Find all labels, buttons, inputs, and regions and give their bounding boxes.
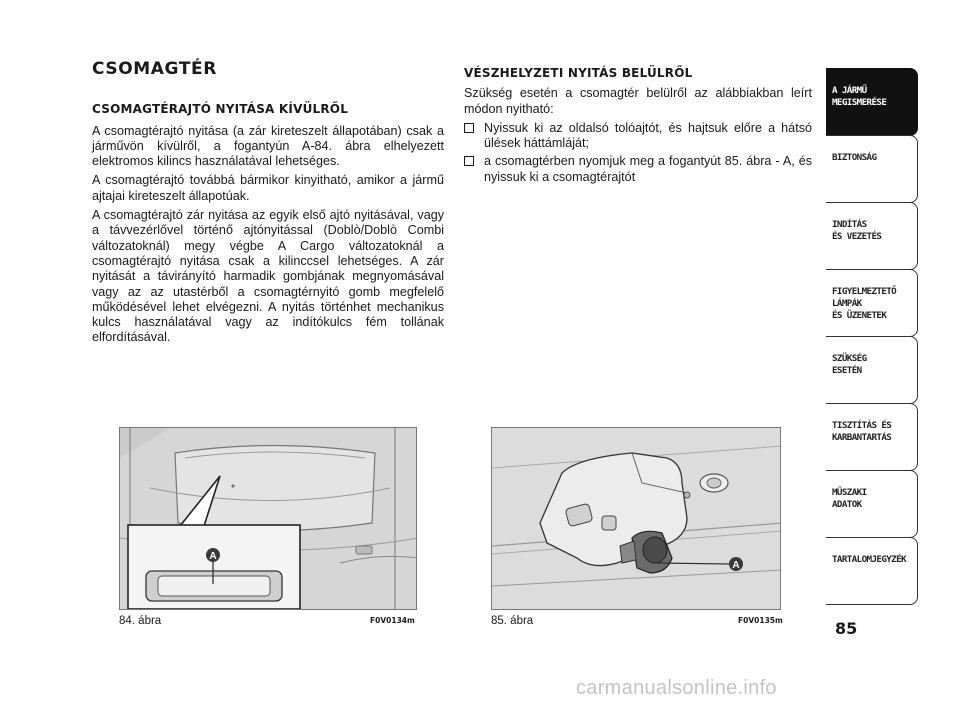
bullet-item: a csomagtérben nyomjuk meg a fogantyút 85. ábra - A, és nyissuk ki a csomagtérajtót (464, 154, 812, 185)
tab-maintenance[interactable]: TISZTÍTÁS ÉS KARBANTARTÁS (826, 403, 918, 471)
paragraph: A csomagtérajtó zár nyitása az egyik első ajtó nyitásával, vagy a távvezérlővel történő ajtónyitással (Doblò/Doblò Combi változatoknál) megy végbe A Cargo változatoknál a csomagtérajtó nyitása csak a kilinccsel lehetséges. A zár nyitását a távirányító harmadik gombjának megnyomásával vagy az az utastérből a csomagtérnyitó gomb megfelelő működésével lehet elvégezni. A nyitás történhet mechanikus kulcs használatával vagy az indítókulcs fém tollának elfordításával. (92, 208, 444, 345)
tab-emergency[interactable]: SZÜKSÉG ESETÉN (826, 336, 918, 404)
chapter-sidebar (826, 68, 918, 605)
tab-safety[interactable]: BIZTONSÁG (826, 135, 918, 203)
figure-code: F0V0135m (738, 616, 783, 625)
tailgate-illustration (120, 428, 417, 610)
figure-caption: 84. ábra (119, 615, 162, 627)
tab-starting-driving[interactable]: INDÍTÁS ÉS VEZETÉS (826, 202, 918, 270)
right-column (464, 62, 812, 188)
paragraph: A csomagtérajtó nyitása (a zár kireteszelt állapotában) csak a járművön kívülről, a fogantyún A-84. ábra elhelyezett elektromos kilincs használatával lehetséges. (92, 123, 444, 169)
figure-caption: 85. ábra (491, 615, 534, 627)
tab-technical-data[interactable]: MŰSZAKI ADATOK (826, 470, 918, 538)
watermark: carmanualsonline.info (576, 677, 777, 699)
subsection-heading: CSOMAGTÉRAJTÓ NYITÁSA KÍVÜLRŐL (92, 102, 349, 117)
lock-illustration (492, 428, 781, 610)
left-column (92, 59, 444, 350)
checkbox-bullet-icon (464, 156, 474, 166)
page-number: 85 (835, 619, 858, 638)
paragraph: A csomagtérajtó továbbá bármikor kinyitható, amikor a jármű ajtajai kireteszelt állapotúak. (92, 173, 444, 203)
callout-label: A (732, 560, 740, 571)
checkbox-bullet-icon (464, 123, 474, 133)
tab-warning-lights[interactable]: FIGYELMEZTETŐ LÁMPÁK ÉS ÜZENETEK (826, 269, 918, 337)
figure-85-inner-lock (491, 427, 781, 610)
figure-84-tailgate-handle (119, 427, 417, 610)
intro-paragraph: Szükség esetén a csomagtér belülről az alábbiakban leírt módon nyitható: (464, 86, 812, 116)
tab-index[interactable]: TARTALOMJEGYZÉK (826, 537, 918, 605)
subsection-heading: VÉSZHELYZETI NYITÁS BELÜLRŐL (464, 66, 693, 80)
figure-code: F0V0134m (370, 616, 415, 625)
section-title: CSOMAGTÉR (92, 59, 217, 79)
bullet-item: Nyissuk ki az oldalsó tolóajtót, és hajtsuk előre a hátsó ülések háttámláját; (464, 121, 812, 152)
tab-vehicle-overview[interactable]: A JÁRMŰ MEGISMERÉSE (826, 68, 918, 136)
callout-label: A (209, 551, 217, 562)
